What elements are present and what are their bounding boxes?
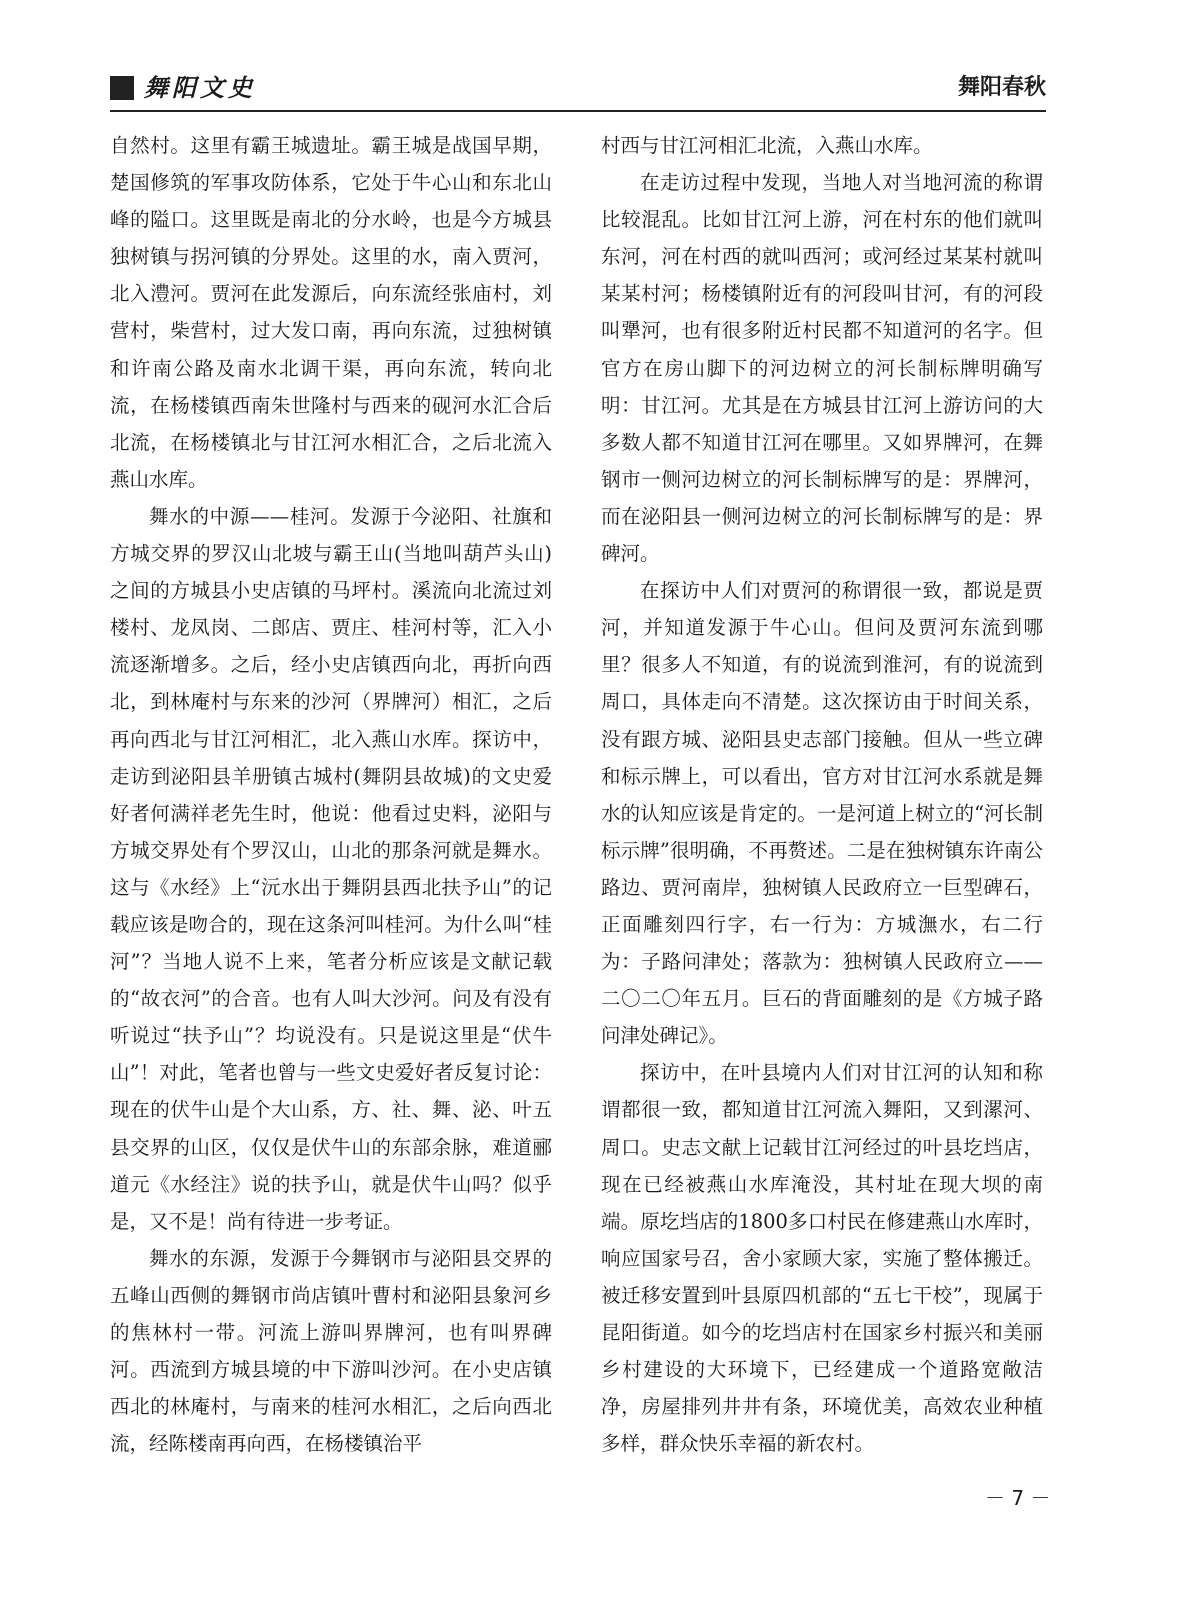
- paragraph: 自然村。这里有霸王城遗址。霸王城是战国早期，楚国修筑的军事攻防体系，它处于牛心山和东北山峰的隘口。这里既是南北的分水岭，也是今方城县独树镇与拐河镇的分界处。这里的水，南入贾河，北入澧河。贾河在此发源后，向东流经张庙村，刘营村，柴营村，过大发口南，再向东流，过独树镇和许南公路及南水北调干渠，再向东流，转向北流，在杨楼镇西南朱世隆村与西来的砚河水汇合后北流，在杨楼镇北与甘江河水相汇合，之后北流入燕山水库。: [110, 134, 552, 491]
- paragraph: 探访中，在叶县境内人们对甘江河的认知和称谓都很一致，都知道甘江河流入舞阳，又到漯河、周口。史志文献上记载甘江河经过的叶县圪垱店，现在已经被燕山水库淹没，其村址在现大坝的南端。原圪垱店的1800多口村民在修建燕山水库时，响应国家号召，舍小家顾大家，实施了整体搬迁。被迁移安置到叶县原四机部的“五七干校”，现属于昆阳街道。如今的圪垱店村在国家乡村振兴和美丽乡村建设的大环境下，已经建成一个道路宽敞洁净，房屋排列井井有条，环境优美，高效农业种植多样，群众快乐幸福的新农村。: [601, 1061, 1043, 1456]
- paragraph: 舞水的中源——桂河。发源于今泌阳、社旗和方城交界的罗汉山北坡与霸王山(当地叫葫芦头山)之间的方城县小史店镇的马坪村。溪流向北流过刘楼村、龙凤岗、二郎店、贾庄、桂河村等，汇入小流逐渐增多。之后，经小史店镇西向北，再折向西北，到林庵村与东来的沙河（界牌河）相汇，之后再向西北与甘江河相汇，北入燕山水库。探访中，走访到泌阳县羊册镇古城村(舞阴县故城)的文史爱好者何满祥老先生时，他说：他看过史料，泌阳与方城交界处有个罗汉山，山北的那条河就是舞水。这与《水经》上“沅水出于舞阴县西北扶予山”的记载应该是吻合的，现在这条河叫桂河。为什么叫“桂河”？当地人说不上来，笔者分析应该是文献记载的“故衣河”的合音。也有人叫大沙河。问及有没有听说过“扶予山”？均说没有。只是说这里是“伏牛山”！对此，笔者也曾与一些文史爱好者反复讨论：现在的伏牛山是个大山系，方、社、舞、泌、叶五县交界的山区，仅仅是伏牛山的东部余脉，难道郦道元《水经注》说的扶予山，就是伏牛山吗？似乎是，又不是！尚有待进一步考证。: [110, 504, 552, 1233]
- left-column: [110, 127, 552, 1462]
- journal-title: 舞阳文史: [144, 73, 256, 102]
- right-column: [601, 127, 1043, 1462]
- header-rule: [110, 110, 1046, 112]
- page-header: [110, 72, 1046, 106]
- paragraph: 村西与甘江河相汇北流，入燕山水库。: [601, 134, 933, 157]
- paragraph: 舞水的东源，发源于今舞钢市与泌阳县交界的五峰山西侧的舞钢市尚店镇叶曹村和泌阳县象河乡的焦林村一带。河流上游叫界牌河，也有叫界碑河。西流到方城县境的中下游叫沙河。在小史店镇西北的林庵村，与南来的桂河水相汇，之后向西北流，经陈楼南再向西，在杨楼镇治平: [110, 1246, 552, 1456]
- paragraph: 在走访过程中发现，当地人对当地河流的称谓比较混乱。比如甘江河上游，河在村东的他们就叫东河，河在村西的就叫西河；或河经过某某村就叫某某村河；杨楼镇附近有的河段叫甘河，有的河段叫犟河，也有很多附近村民都不知道河的名字。但官方在房山脚下的河边树立的河长制标牌明确写明：甘江河。尤其是在方城县甘江河上游访问的大多数人都不知道甘江河在哪里。又如界牌河，在舞钢市一侧河边树立的河长制标牌写的是：界牌河，而在泌阳县一侧河边树立的河长制标牌写的是：界碑河。: [601, 171, 1043, 566]
- page-number: － 7 －: [985, 1486, 1051, 1510]
- paragraph: 在探访中人们对贾河的称谓很一致，都说是贾河，并知道发源于牛心山。但问及贾河东流到哪里？很多人不知道，有的说流到淮河，有的说流到周口，具体走向不清楚。这次探访由于时间关系，没有跟方城、泌阳县史志部门接触。但从一些立碑和标示牌上，可以看出，官方对甘江河水系就是舞水的认知应该是肯定的。一是河道上树立的“河长制标示牌”很明确，不再赘述。二是在独树镇东许南公路边、贾河南岸，独树镇人民政府立一巨型碑石，正面雕刻四行字，右一行为：方城潕水，右二行为：子路问津处；落款为：独树镇人民政府立——二〇二〇年五月。巨石的背面雕刻的是《方城子路问津处碑记》。: [601, 579, 1043, 1048]
- section-title: 舞阳春秋: [957, 75, 1046, 100]
- header-square-icon: [110, 76, 134, 100]
